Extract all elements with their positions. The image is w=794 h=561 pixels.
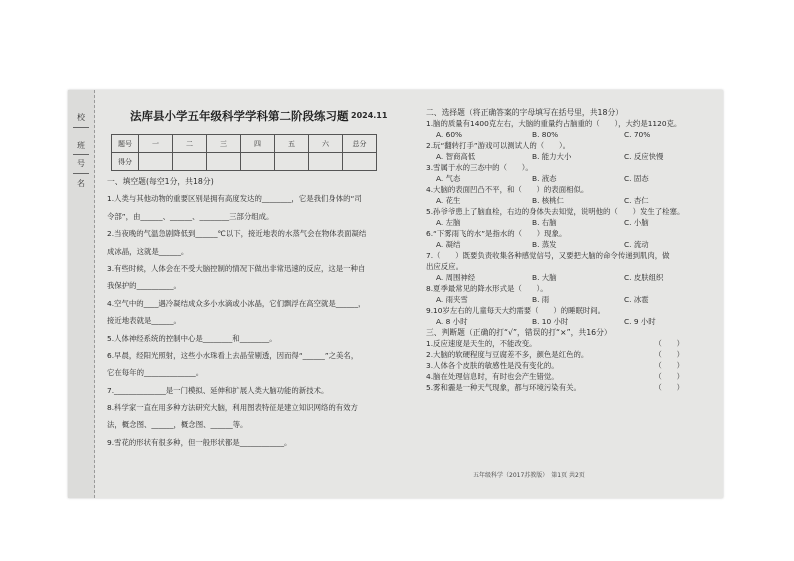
score-input-cell[interactable]	[207, 153, 241, 171]
judge-item	[426, 338, 684, 349]
judge-statement: 5.雾和霾是一种天气现象，都与环境污染有关。	[426, 383, 581, 392]
option-b: B. 蒸发	[532, 240, 557, 249]
question-line: 9.雪花的形状有很多种，但一般形状都是____________。	[107, 437, 292, 447]
choice-options	[426, 151, 711, 162]
choice-question: 5.孙爷爷患上了脑血栓，右边的身体失去知觉，说明他的（ ）发生了栓塞。	[426, 207, 685, 216]
choice-question: 4.大脑的表面凹凸不平，和（ ）的表面相似。	[426, 185, 589, 194]
judge-statement: 1.反应速度是天生的，不能改变。	[426, 339, 537, 348]
question-line: 2.当夜晚的气温急剧降低到______℃以下，接近地表的水蒸气会在物体表面凝结	[107, 229, 367, 239]
question-line: 1.人类与其他动物的重要区别是拥有高度发达的________，它是我们身体的“司	[107, 194, 362, 204]
fill-in-section	[107, 176, 407, 448]
score-cell: 二	[173, 135, 207, 153]
option-a: A. 花生	[436, 196, 461, 205]
option-c: C. 流动	[624, 240, 649, 249]
option-a: A. 气态	[436, 174, 461, 183]
binding-label-number: 号	[77, 159, 85, 168]
choice-options	[426, 316, 711, 327]
judge-statement: 2.大脑的软硬程度与豆腐差不多，颜色是红色的。	[426, 350, 589, 359]
choice-options	[426, 217, 711, 228]
option-b: B. 能力大小	[532, 152, 572, 161]
option-a: A. 60%	[436, 130, 463, 139]
option-c: C. 冰雹	[624, 295, 649, 304]
option-c: C. 皮肤组织	[624, 273, 664, 282]
option-a: A. 智商高低	[436, 152, 476, 161]
score-input-cell[interactable]	[241, 153, 275, 171]
option-b: B. 雨	[532, 295, 550, 304]
option-b: B. 核桃仁	[532, 196, 564, 205]
score-cell: 六	[309, 135, 343, 153]
option-b: B. 液态	[532, 174, 557, 183]
binding-label-class: 班	[77, 141, 85, 150]
choice-question: 2.玩“翻转打手”游戏可以测试人的（ ）。	[426, 141, 571, 150]
answer-paren[interactable]: （ ）	[654, 339, 684, 348]
option-b: B. 80%	[532, 130, 559, 139]
option-c: C. 70%	[624, 130, 651, 139]
question-line: 法，概念图、______，概念图、______等。	[107, 420, 248, 430]
score-cell: 四	[241, 135, 275, 153]
choice-question-continued: 出应反应。	[426, 262, 463, 271]
choice-options	[426, 294, 711, 305]
choice-question: 8.夏季最常见的降水形式是（ ）。	[426, 284, 548, 293]
judge-item	[426, 371, 684, 382]
score-input-cell[interactable]	[309, 153, 343, 171]
score-table-score-row	[112, 153, 377, 171]
judge-item	[426, 382, 684, 393]
option-c: C. 固态	[624, 174, 649, 183]
choice-question: 1.脑的质量有1400克左右，大脑的重量约占脑重的（ ），大约是1120克。	[426, 119, 682, 128]
judge-item	[426, 349, 684, 360]
question-line: 8.科学家一直在用多种方法研究大脑，利用图表特征是建立知识网络的有效方	[107, 403, 358, 413]
option-a: A. 8 小时	[436, 317, 468, 326]
binding-label-school: 校	[77, 113, 85, 122]
option-b: B. 10 小时	[532, 317, 569, 326]
section-heading: 二、选择题（将正确答案的字母填写在括号里，共18分）	[426, 108, 624, 117]
binding-line	[73, 154, 89, 155]
binding-margin	[68, 90, 95, 498]
question-line: 令部”，由______、______、________三部分组成。	[107, 211, 274, 221]
question-line: 7.______________是一门模拟、延伸和扩展人类大脑功能的新技术。	[107, 385, 329, 395]
question-line: 5.人体神经系统的控制中心是________和________。	[107, 333, 277, 343]
exam-sheet	[68, 90, 723, 498]
option-a: A. 左脑	[436, 218, 461, 227]
score-cell: 得分	[112, 153, 139, 171]
option-b: B. 大脑	[532, 273, 557, 282]
option-a: A. 凝结	[436, 240, 461, 249]
option-c: C. 反应快慢	[624, 152, 664, 161]
exam-title: 法库县小学五年级科学学科第二阶段练习题	[130, 109, 349, 123]
choice-options	[426, 239, 711, 250]
choice-options	[426, 195, 711, 206]
choice-judge-section	[426, 107, 711, 393]
score-input-cell[interactable]	[139, 153, 173, 171]
choice-question: 6.“下雾雨飞的水”是指水的（ ）现象。	[426, 229, 567, 238]
option-a: A. 周围神经	[436, 273, 476, 282]
section-heading: 三、判断题（正确的打“√”，错误的打“×”，共16分）	[426, 328, 612, 337]
option-c: C. 小脑	[624, 218, 649, 227]
judge-statement: 3.人体各个皮肤的敏感性是没有变化的。	[426, 361, 559, 370]
option-c: C. 杏仁	[624, 196, 649, 205]
question-line: 我保护的__________。	[107, 281, 181, 291]
choice-question: 7.（ ）既要负责收集各种感觉信号，又要把大脑的命令传递到肌肉，做	[426, 251, 670, 260]
exam-date: 2024.11	[351, 111, 388, 120]
question-line: 接近地表就是______。	[107, 316, 181, 326]
judge-statement: 4.脑在处理信息时，有时也会产生错觉。	[426, 372, 559, 381]
question-line: 成冰晶，这就是______。	[107, 246, 189, 256]
question-line: 4.空气中的____遇冷凝结成众多小水滴或小冰晶，它们飘浮在高空就是______，	[107, 298, 366, 308]
answer-paren[interactable]: （ ）	[654, 372, 684, 381]
option-a: A. 雨夹雪	[436, 295, 468, 304]
score-cell: 三	[207, 135, 241, 153]
section-heading: 一、填空题(每空1分，共18分)	[107, 177, 214, 186]
score-table	[111, 134, 377, 171]
answer-paren[interactable]: （ ）	[654, 350, 684, 359]
question-line: 6.早晨，经阳光照射，这些小水珠看上去晶莹剔透，因而得“______”之美名，	[107, 350, 359, 360]
choice-options	[426, 173, 711, 184]
page-footer: 五年级科学（2017苏教版） 第1页 共2页	[473, 472, 585, 479]
binding-line	[73, 127, 89, 128]
score-table-header-row	[112, 135, 377, 153]
binding-line	[73, 173, 89, 174]
score-input-cell[interactable]	[173, 153, 207, 171]
score-cell: 五	[275, 135, 309, 153]
option-b: B. 右脑	[532, 218, 557, 227]
choice-question: 9.10岁左右的儿童每天大约需要（ ）的睡眠时间。	[426, 306, 606, 315]
score-cell: 总分	[343, 135, 377, 153]
question-line: 3.有些时候，人体会在不受大脑控制的情况下做出非常迅速的反应，这是一种自	[107, 263, 366, 273]
score-cell: 一	[139, 135, 173, 153]
score-cell: 题号	[112, 135, 139, 153]
score-input-cell[interactable]	[275, 153, 309, 171]
option-c: C. 9 小时	[624, 317, 656, 326]
question-line: 它在每年的______________。	[107, 368, 204, 378]
score-input-cell[interactable]	[343, 153, 377, 171]
answer-paren[interactable]: （ ）	[654, 383, 684, 392]
choice-options	[426, 129, 711, 140]
choice-question: 3.雪属于水的三态中的（ ）。	[426, 163, 533, 172]
answer-paren[interactable]: （ ）	[654, 361, 684, 370]
judge-item	[426, 360, 684, 371]
binding-label-name: 名	[77, 179, 85, 188]
choice-options	[426, 272, 711, 283]
